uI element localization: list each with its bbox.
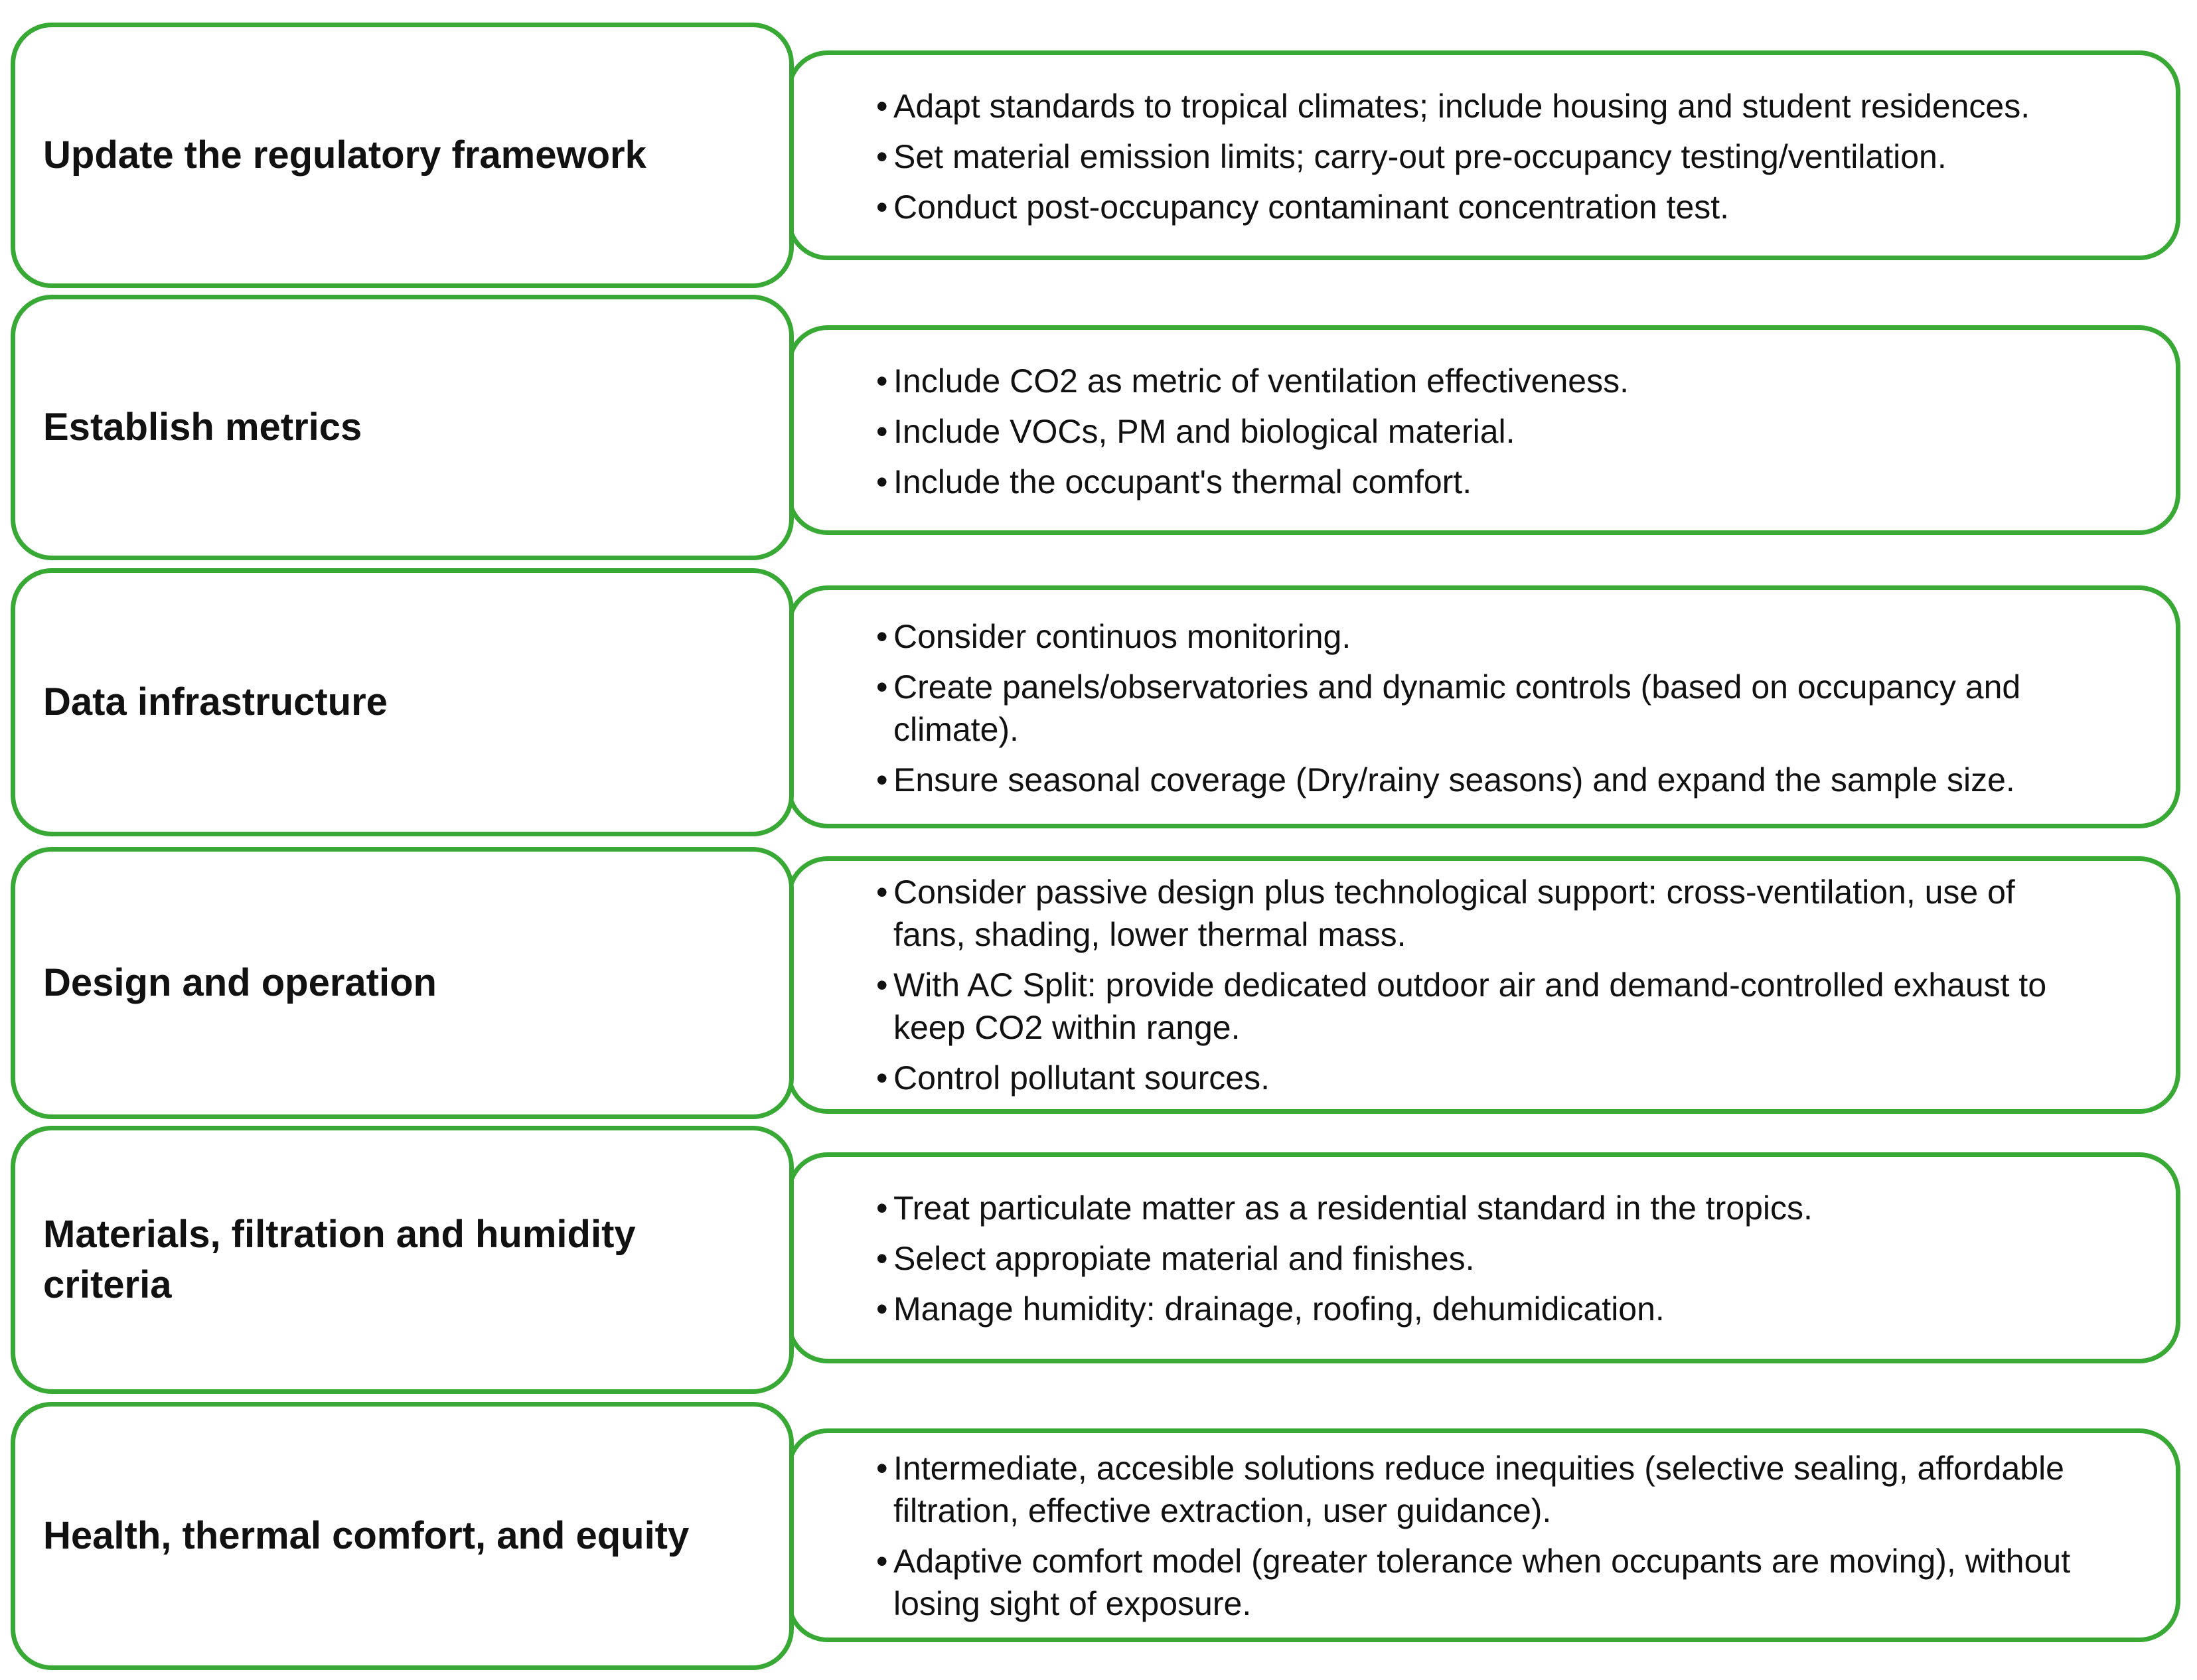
bullet-item: • Manage humidity: drainage, roofing, dehumidication. bbox=[876, 1288, 2071, 1330]
bullet-item: • With AC Split: provide dedicated outdoor air and demand-controlled exhaust to keep CO2 within range. bbox=[876, 964, 2071, 1049]
bullet-item: • Create panels/observatories and dynamic controls (based on occupancy and climate). bbox=[876, 666, 2071, 751]
row-label: Materials, filtration and humidity criteria bbox=[43, 1213, 636, 1306]
bullet-item: • Include VOCs, PM and biological material. bbox=[876, 410, 2071, 453]
bullet-item: • Include the occupant's thermal comfort. bbox=[876, 461, 2071, 503]
label-box bbox=[11, 1402, 794, 1670]
bullet-list bbox=[876, 592, 2071, 824]
row-label: Data infrastructure bbox=[43, 680, 388, 724]
bullet-dot-icon: • bbox=[876, 88, 888, 125]
bullet-list bbox=[876, 859, 2071, 1111]
bullet-dot-icon: • bbox=[876, 1189, 888, 1227]
bullet-item: • Consider continuos monitoring. bbox=[876, 615, 2071, 658]
label-box bbox=[11, 847, 794, 1119]
row-regulatory-framework bbox=[0, 23, 2197, 288]
row-label: Update the regulatory framework bbox=[43, 133, 646, 177]
row-health-equity bbox=[0, 1402, 2197, 1670]
bullet-list bbox=[876, 1435, 2071, 1637]
bullet-item: • Include CO2 as metric of ventilation effectiveness. bbox=[876, 360, 2071, 402]
row-design-operation bbox=[0, 847, 2197, 1119]
bullet-list bbox=[876, 57, 2071, 256]
bullet-dot-icon: • bbox=[876, 189, 888, 226]
bullet-dot-icon: • bbox=[876, 1543, 888, 1580]
row-label: Design and operation bbox=[43, 961, 437, 1004]
bullet-item: • Select appropiate material and finishes. bbox=[876, 1237, 2071, 1280]
bullet-item: • Control pollutant sources. bbox=[876, 1057, 2071, 1099]
bullet-dot-icon: • bbox=[876, 138, 888, 175]
bullet-item: • Set material emission limits; carry-out pre-occupancy testing/ventilation. bbox=[876, 135, 2071, 178]
label-box bbox=[11, 295, 794, 560]
bullet-item: • Adaptive comfort model (greater tolerance when occupants are moving), without losing sight of exposure. bbox=[876, 1540, 2071, 1625]
bullet-dot-icon: • bbox=[876, 1059, 888, 1097]
bullet-dot-icon: • bbox=[876, 1450, 888, 1487]
bullet-item: • Intermediate, accesible solutions reduce inequities (selective sealing, affordable filtration, effective extraction, user guidance). bbox=[876, 1447, 2071, 1532]
bullet-dot-icon: • bbox=[876, 761, 888, 799]
row-label: Establish metrics bbox=[43, 406, 362, 449]
bullet-dot-icon: • bbox=[876, 1290, 888, 1328]
bullet-dot-icon: • bbox=[876, 1240, 888, 1277]
bullet-dot-icon: • bbox=[876, 362, 888, 400]
bullet-item: • Adapt standards to tropical climates; include housing and student residences. bbox=[876, 85, 2071, 127]
bullet-dot-icon: • bbox=[876, 463, 888, 500]
label-box bbox=[11, 1126, 794, 1394]
row-data-infrastructure bbox=[0, 568, 2197, 836]
label-box bbox=[11, 568, 794, 836]
bullet-dot-icon: • bbox=[876, 874, 888, 911]
bullet-item: • Conduct post-occupancy contaminant concentration test. bbox=[876, 186, 2071, 228]
bullet-item: • Ensure seasonal coverage (Dry/rainy seasons) and expand the sample size. bbox=[876, 759, 2071, 801]
row-materials-filtration bbox=[0, 1126, 2197, 1394]
bullet-item: • Consider passive design plus technological support: cross-ventilation, use of fans, shading, lower thermal mass. bbox=[876, 871, 2071, 956]
bullet-dot-icon: • bbox=[876, 966, 888, 1004]
bullet-item: • Treat particulate matter as a residential standard in the tropics. bbox=[876, 1187, 2071, 1229]
bullet-dot-icon: • bbox=[876, 668, 888, 706]
bullet-list bbox=[876, 332, 2071, 531]
bullet-list bbox=[876, 1159, 2071, 1358]
row-label: Health, thermal comfort, and equity bbox=[43, 1514, 690, 1557]
row-establish-metrics bbox=[0, 295, 2197, 560]
bullet-dot-icon: • bbox=[876, 413, 888, 450]
label-box bbox=[11, 23, 794, 288]
bullet-dot-icon: • bbox=[876, 618, 888, 655]
